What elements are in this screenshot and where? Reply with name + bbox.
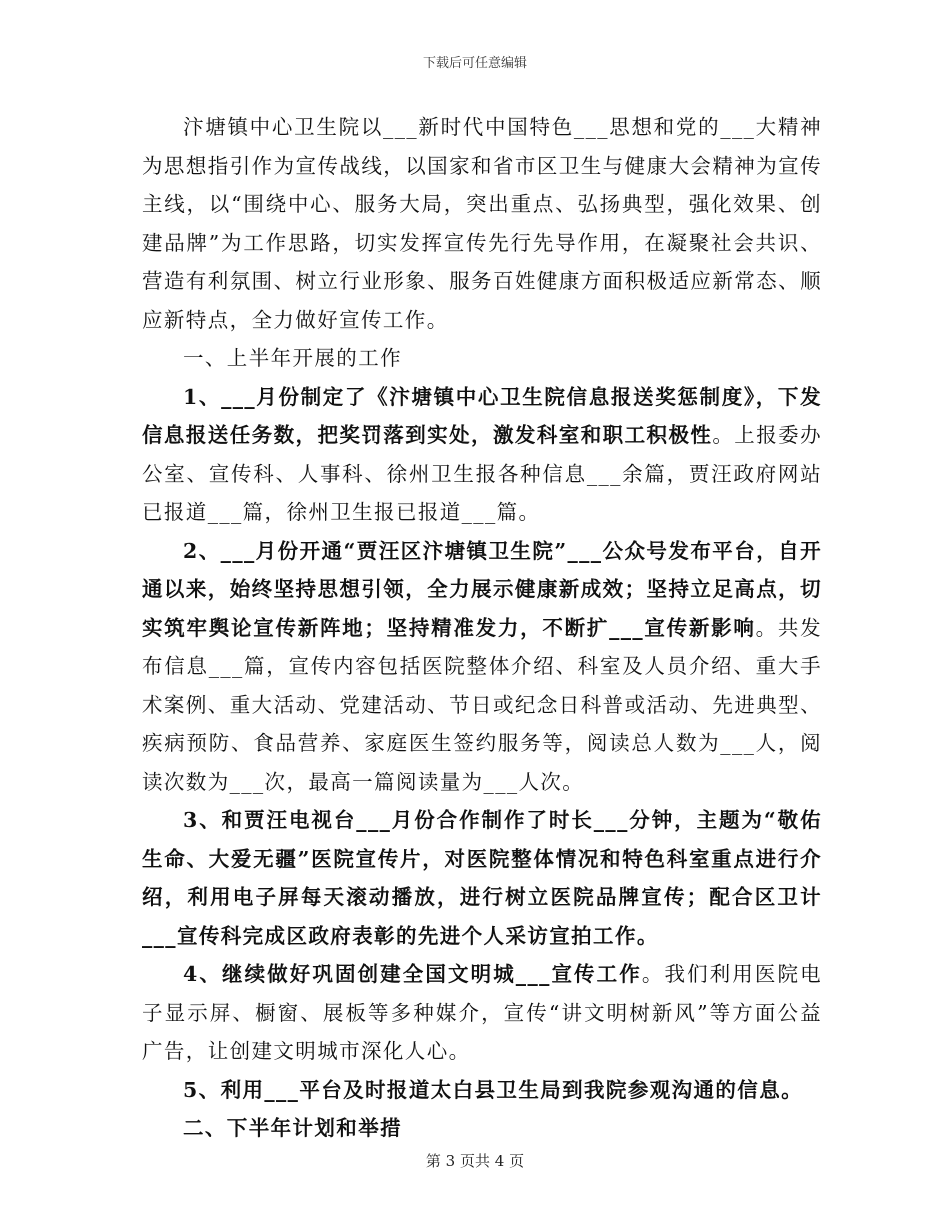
item-4-bold-text: 4、继续做好巩固创建全国文明城___宣传工作 (183, 962, 642, 986)
section-heading-second-half: 二、下半年计划和举措 (183, 1116, 402, 1140)
item-4-paragraph (142, 955, 822, 1071)
item-1-paragraph (142, 378, 822, 532)
item-5-paragraph: 5、利用___平台及时报道太白县卫生局到我院参观沟通的信息。 (183, 1077, 804, 1102)
page-header: 下载后可任意编辑 (422, 56, 527, 71)
item-1-plain-text: 。上报委办公室、宣传科、人事科、徐州卫生报各种信息___余篇，贾汪政府网站已报道___篇，徐州卫生报已报道___篇。 (142, 423, 823, 524)
document-body (142, 108, 822, 1148)
intro-paragraph: 汴塘镇中心卫生院以___新时代中国特色___思想和党的___大精神为思想指引作为宣传战线，以国家和省市区卫生与健康大会精神为宣传主线，以“围绕中心、服务大局，突出重点、弘扬典型，强化效果、创建品牌”为工作思路，切实发挥宣传先行先导作用，在凝聚社会共识、营造有利氛围、树立行业形象、服务百姓健康方面积极适应新常态、顺应新特点，全力做好宣传工作。 (142, 115, 822, 332)
item-4-plain-text: 。我们利用医院电子显示屏、橱窗、展板等多种媒介，宣传“讲文明树新风”等方面公益广告，让创建文明城市深化人心。 (142, 962, 822, 1063)
item-1-bold-text: 1、___月份制定了《汴塘镇中心卫生院信息报送奖惩制度》，下发信息报送任务数，把奖罚落到实处，激发科室和职工积极性 (142, 384, 822, 447)
item-2-bold-text: 2、___月份开通“贾汪区汴塘镇卫生院”___公众号发布平台，自开通以来，始终坚持思想引领，全力展示健康新成效；坚持立足高点，切实筑牢舆论宣传新阵地；坚持精准发力，不断扩___宣传新影响 (142, 538, 822, 640)
item-2-plain-text: 。共发布信息___篇，宣传内容包括医院整体介绍、科室及人员介绍、重大手术案例、重大活动、党建活动、节日或纪念日科普或活动、先进典型、疾病预防、食品营养、家庭医生签约服务等，阅读总人数为___人，阅读次数为___次，最高一篇阅读量为___人次。 (142, 615, 822, 794)
section-heading-first-half: 一、上半年开展的工作 (183, 346, 402, 370)
item-3-paragraph: 3、和贾汪电视台___月份合作制作了时长___分钟，主题为“敬佑生命、大爱无疆”医院宣传片，对医院整体情况和特色科室重点进行介绍，利用电子屏每天滚动播放，进行树立医院品牌宣传；配合区卫计___宣传科完成区政府表彰的先进个人采访宣拍工作。 (142, 808, 822, 948)
page-footer: 第 3 页共 4 页 (425, 1152, 525, 1170)
item-2-paragraph (142, 532, 822, 802)
